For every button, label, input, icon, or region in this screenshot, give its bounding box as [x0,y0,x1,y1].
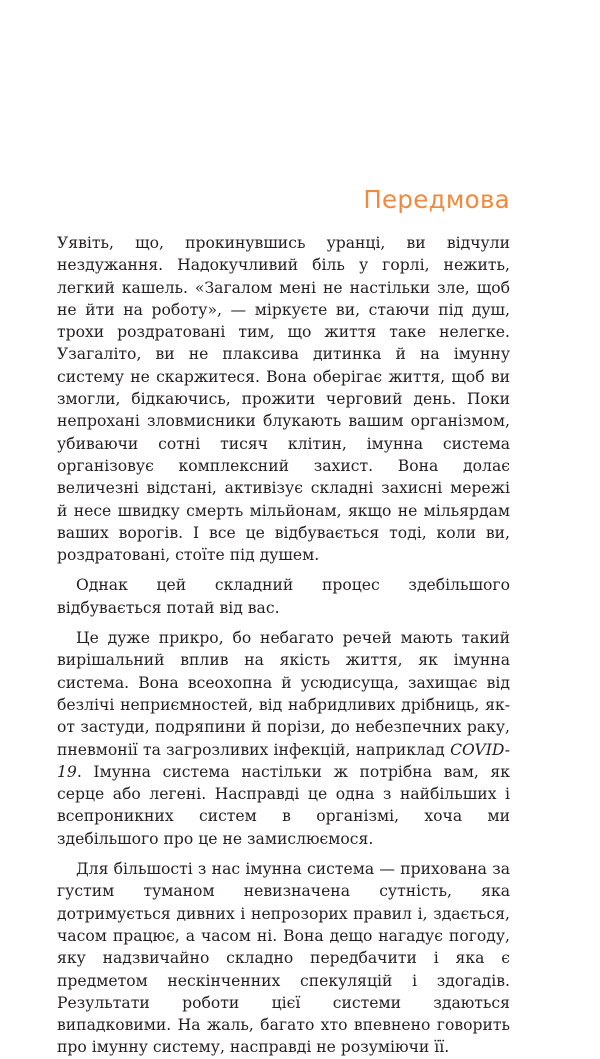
body-text [57,232,510,1059]
paragraph-importance [57,627,510,850]
paragraph-hidden-process [57,574,510,619]
chapter-title: Передмова [363,185,510,214]
paragraph-text: Уявіть, що, прокинувшись уранці, ви відчули нездужання. Надокучливий біль у горлі, нежить, легкий кашель. «Загалом мені не настільки зле, щоб не йти на роботу», — міркуєте ви, стаючи під душ, трохи роздратовані тим, що життя таке нелегке. Узагаліто, ви не плаксива дитинка й на імунну систему не скаржитеся. Вона оберігає життя, щоб ви змогли, бідкаючись, прожити черговий день. Поки непрохані зловмисники блукають вашим організмом, убиваючи сотні тисяч клітин, імунна система організовує комплексний захист. Вона долає величезні відстані, активізує складні захисні мережі й несе швидку смерть мільйонам, якщо не мільярдам ваших ворогів. І все це відбувається тоді, коли ви, роздратовані, стоїте під душем. [57,234,510,565]
paragraph-mystery [57,858,510,1059]
paragraph-intro [57,232,510,566]
covid-term: COVID-19 [57,740,510,781]
paragraph-text: Це дуже прикро, бо небагато речей мають такий вирішальний вплив на якість життя, як імунна система. Вона всеохопна й усюдисуща, захищає від безлічі неприємностей, від набридливих дрібниць, як-от застуди, подряпини й порізи, до небезпечних раку, пневмонії та загрозливих інфекцій, наприклад [57,629,510,759]
paragraph-text: . Імунна система настільки ж потрібна вам, як серце або легені. Насправді це одна з найбільших і всепроникних систем в організмі, хоча ми здебільшого про це не замислюємося. [57,762,510,848]
paragraph-text: Для більшості з нас імунна система — прихована за густим туманом невизначена сутність, яка дотримується дивних і непрозорих правил і, здається, часом працює, а часом ні. Вона дещо нагадує погоду, яку надзвичайно складно передбачити і яка є предметом нескінченних спекуляцій і здогадів. Результати роботи цієї системи здаються випадковими. На жаль, багато хто впевнено говорить про імунну систему, насправді не розуміючи її. [57,860,510,1057]
paragraph-text: Однак цей складний процес здебільшого відбувається потай від вас. [57,576,510,617]
